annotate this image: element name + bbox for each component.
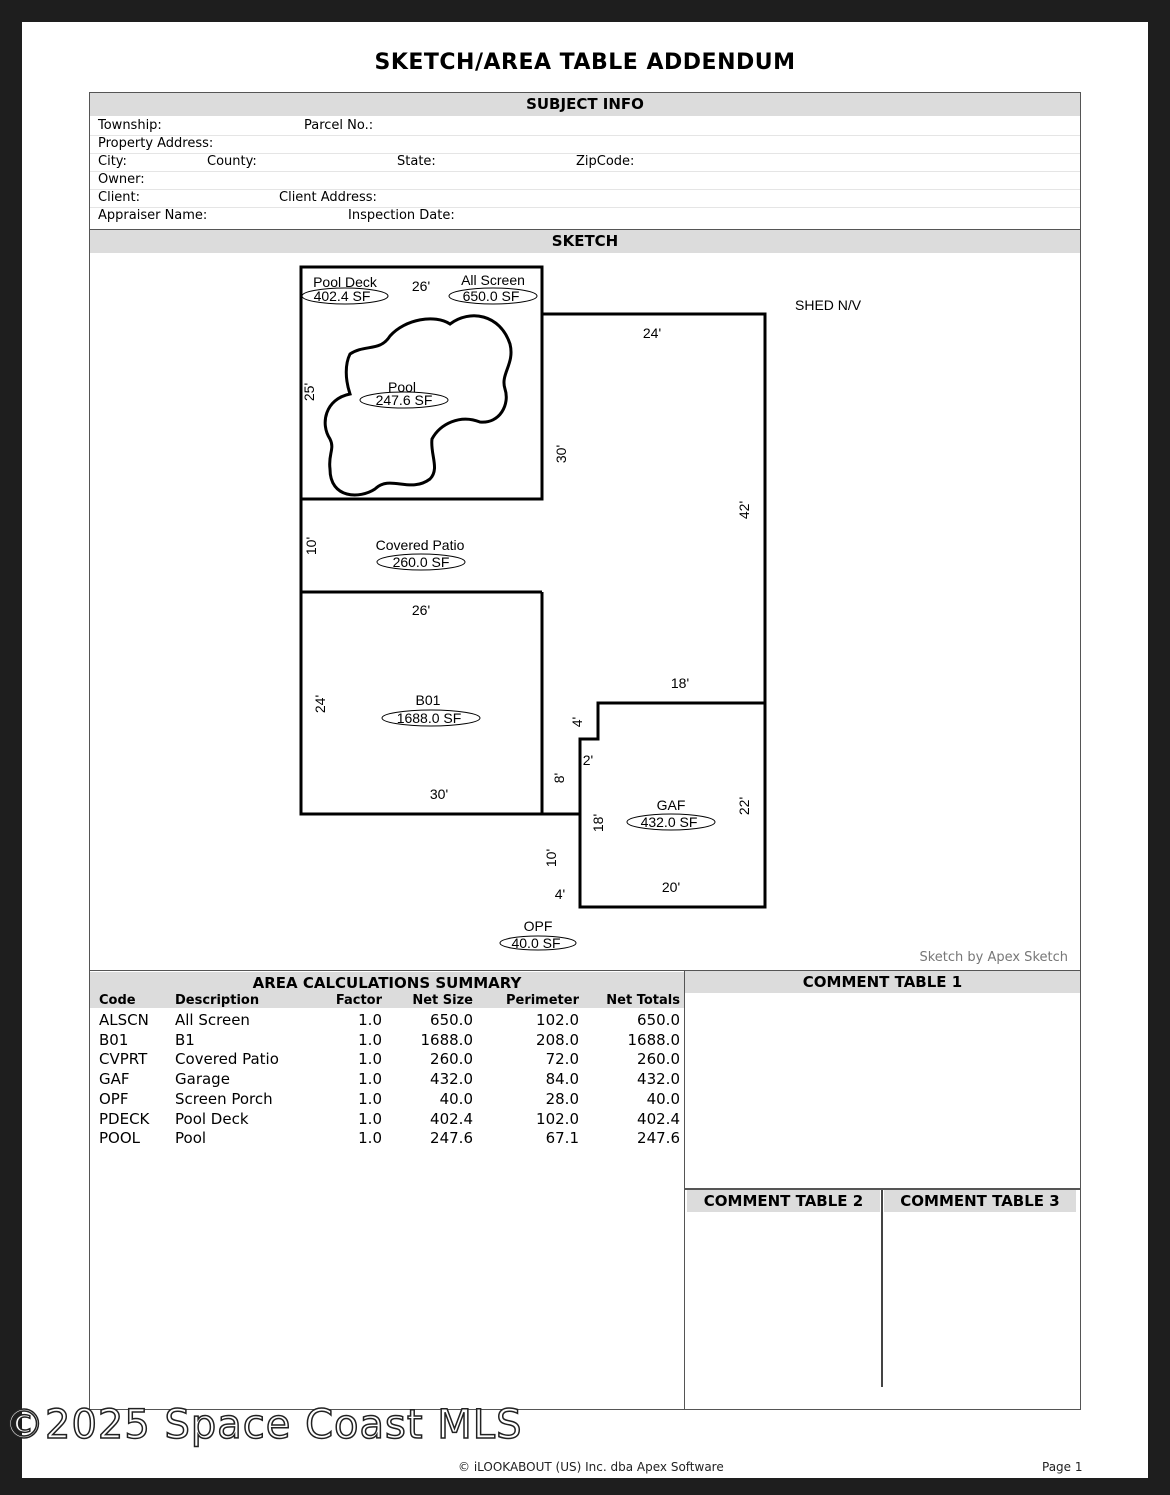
covered-patio-area: 260.0 SF <box>392 554 450 570</box>
area-cell-factor: 1.0 <box>358 1129 382 1148</box>
zip-label: ZipCode: <box>576 154 635 169</box>
area-cell-factor: 1.0 <box>358 1050 382 1069</box>
area-cell-description: Pool <box>175 1129 207 1148</box>
area-cell-factor: 1.0 <box>358 1089 382 1108</box>
mls-watermark: ©2025 Space Coast MLS <box>4 1402 523 1448</box>
state-label: State: <box>397 154 436 169</box>
area-cell-net-size: 1688.0 <box>420 1030 473 1049</box>
area-col-net-size: Net Size <box>412 993 473 1008</box>
area-cell-description: Garage <box>175 1070 230 1089</box>
opf-label: OPF <box>523 918 553 934</box>
area-col-perimeter: Perimeter <box>505 993 579 1008</box>
dim-20: 20' <box>661 879 681 895</box>
b01-area: 1688.0 SF <box>396 710 462 726</box>
sketch-header: SKETCH <box>90 230 1080 253</box>
appraiser-label: Appraiser Name: <box>98 208 208 223</box>
pool-area: 247.6 SF <box>375 392 433 408</box>
area-cell-code: ALSCN <box>99 1011 149 1029</box>
area-col-net-totals: Net Totals <box>606 993 680 1008</box>
dim-2: 2' <box>582 752 594 768</box>
area-cell-net-size: 260.0 <box>430 1050 473 1069</box>
area-cell-description: Pool Deck <box>175 1109 249 1128</box>
sketch-drawing <box>90 254 1080 970</box>
area-cell-code: PDECK <box>99 1109 150 1128</box>
comment-table-1-header: COMMENT TABLE 1 <box>685 971 1080 993</box>
dim-42: 42' <box>736 500 752 520</box>
dim-18-garage: 18' <box>590 813 606 833</box>
inspection-label: Inspection Date: <box>348 208 455 223</box>
b01-label: B01 <box>415 692 441 708</box>
dim-22: 22' <box>736 796 752 816</box>
area-cell-perimeter: 28.0 <box>545 1089 579 1108</box>
dim-24-top: 24' <box>642 325 662 341</box>
subject-row-township <box>90 117 1080 136</box>
dim-26-top: 26' <box>411 278 431 294</box>
covered-patio-label: Covered Patio <box>375 537 465 553</box>
page-title: SKETCH/AREA TABLE ADDENDUM <box>374 50 796 75</box>
sketch-credit: Sketch by Apex Sketch <box>919 950 1068 965</box>
area-cell-code: B01 <box>99 1030 129 1049</box>
area-cell-net-size: 650.0 <box>430 1011 473 1029</box>
area-cell-net-size: 432.0 <box>430 1070 473 1089</box>
dim-30-bottom: 30' <box>429 786 449 802</box>
area-cell-description: All Screen <box>175 1011 250 1029</box>
area-cell-perimeter: 102.0 <box>536 1109 579 1128</box>
footer-copyright: © iLOOKABOUT (US) Inc. dba Apex Software <box>458 1460 724 1474</box>
gaf-label: GAF <box>656 797 686 813</box>
area-calc-header: AREA CALCULATIONS SUMMARY <box>90 972 684 1008</box>
area-cell-net-totals: 402.4 <box>637 1109 680 1128</box>
area-cell-description: B1 <box>175 1030 195 1049</box>
dim-30-right: 30' <box>553 444 569 464</box>
area-cell-net-totals: 260.0 <box>637 1050 680 1069</box>
area-col-code: Code <box>99 993 136 1008</box>
area-cell-code: POOL <box>99 1129 141 1148</box>
area-cell-net-totals: 432.0 <box>637 1070 680 1089</box>
dim-18-top: 18' <box>670 675 690 691</box>
address-label: Property Address: <box>98 136 214 151</box>
county-label: County: <box>207 154 257 169</box>
opf-area: 40.0 SF <box>511 935 561 951</box>
all-screen-area: 650.0 SF <box>462 288 520 304</box>
area-col-factor: Factor <box>335 993 382 1008</box>
client-address-label: Client Address: <box>279 190 377 205</box>
dim-4-step: 4' <box>569 716 585 728</box>
subject-row-address <box>90 135 1080 154</box>
pool-label: Pool <box>387 379 417 395</box>
area-cell-net-size: 402.4 <box>430 1109 473 1128</box>
pool-deck-area: 402.4 SF <box>313 288 371 304</box>
area-cell-perimeter: 67.1 <box>545 1129 579 1148</box>
area-cell-description: Screen Porch <box>175 1089 273 1108</box>
area-cell-code: GAF <box>99 1070 130 1089</box>
area-cell-perimeter: 208.0 <box>536 1030 579 1049</box>
comment-table-2-header: COMMENT TABLE 2 <box>687 1190 880 1212</box>
subject-row-owner <box>90 171 1080 190</box>
subject-row-client <box>90 189 1080 208</box>
area-cell-factor: 1.0 <box>358 1030 382 1049</box>
client-label: Client: <box>98 190 141 205</box>
footer-page-number: Page 1 <box>1042 1460 1083 1474</box>
area-cell-perimeter: 102.0 <box>536 1011 579 1029</box>
area-cell-description: Covered Patio <box>175 1050 279 1069</box>
addendum-page <box>22 22 1148 1478</box>
area-cell-net-totals: 40.0 <box>646 1089 680 1108</box>
dim-26-mid: 26' <box>411 602 431 618</box>
area-cell-code: OPF <box>99 1089 129 1108</box>
owner-label: Owner: <box>98 172 145 187</box>
area-cell-factor: 1.0 <box>358 1011 382 1029</box>
city-label: City: <box>98 154 127 169</box>
gaf-area: 432.0 SF <box>640 814 698 830</box>
dim-25: 25' <box>301 382 317 402</box>
area-cell-net-size: 40.0 <box>439 1089 473 1108</box>
comment-table-2-3-divider <box>881 1190 883 1387</box>
parcel-label: Parcel No.: <box>304 118 374 133</box>
area-col-description: Description <box>175 993 260 1008</box>
subject-row-appraiser <box>90 207 1080 225</box>
dim-10-porch: 10' <box>543 848 559 868</box>
area-cell-net-totals: 650.0 <box>637 1011 680 1029</box>
area-cell-net-size: 247.6 <box>430 1129 473 1148</box>
area-cell-factor: 1.0 <box>358 1070 382 1089</box>
area-cell-net-totals: 1688.0 <box>627 1030 680 1049</box>
comment-table-3-header: COMMENT TABLE 3 <box>884 1190 1076 1212</box>
pool-deck-label: Pool Deck <box>313 274 377 290</box>
dim-8: 8' <box>551 772 567 784</box>
subject-row-city <box>90 153 1080 172</box>
area-cell-net-totals: 247.6 <box>637 1129 680 1148</box>
subject-info-header: SUBJECT INFO <box>90 93 1080 116</box>
area-cell-perimeter: 72.0 <box>545 1050 579 1069</box>
area-cell-factor: 1.0 <box>358 1109 382 1128</box>
all-screen-label: All Screen <box>461 272 525 288</box>
township-label: Township: <box>98 118 162 133</box>
area-cell-perimeter: 84.0 <box>545 1070 579 1089</box>
dim-10-patio: 10' <box>303 536 319 556</box>
area-cell-code: CVPRT <box>99 1050 148 1069</box>
shed-label: SHED N/V <box>795 297 862 313</box>
dim-4-bottom: 4' <box>554 886 566 902</box>
dim-24-left: 24' <box>312 694 328 714</box>
